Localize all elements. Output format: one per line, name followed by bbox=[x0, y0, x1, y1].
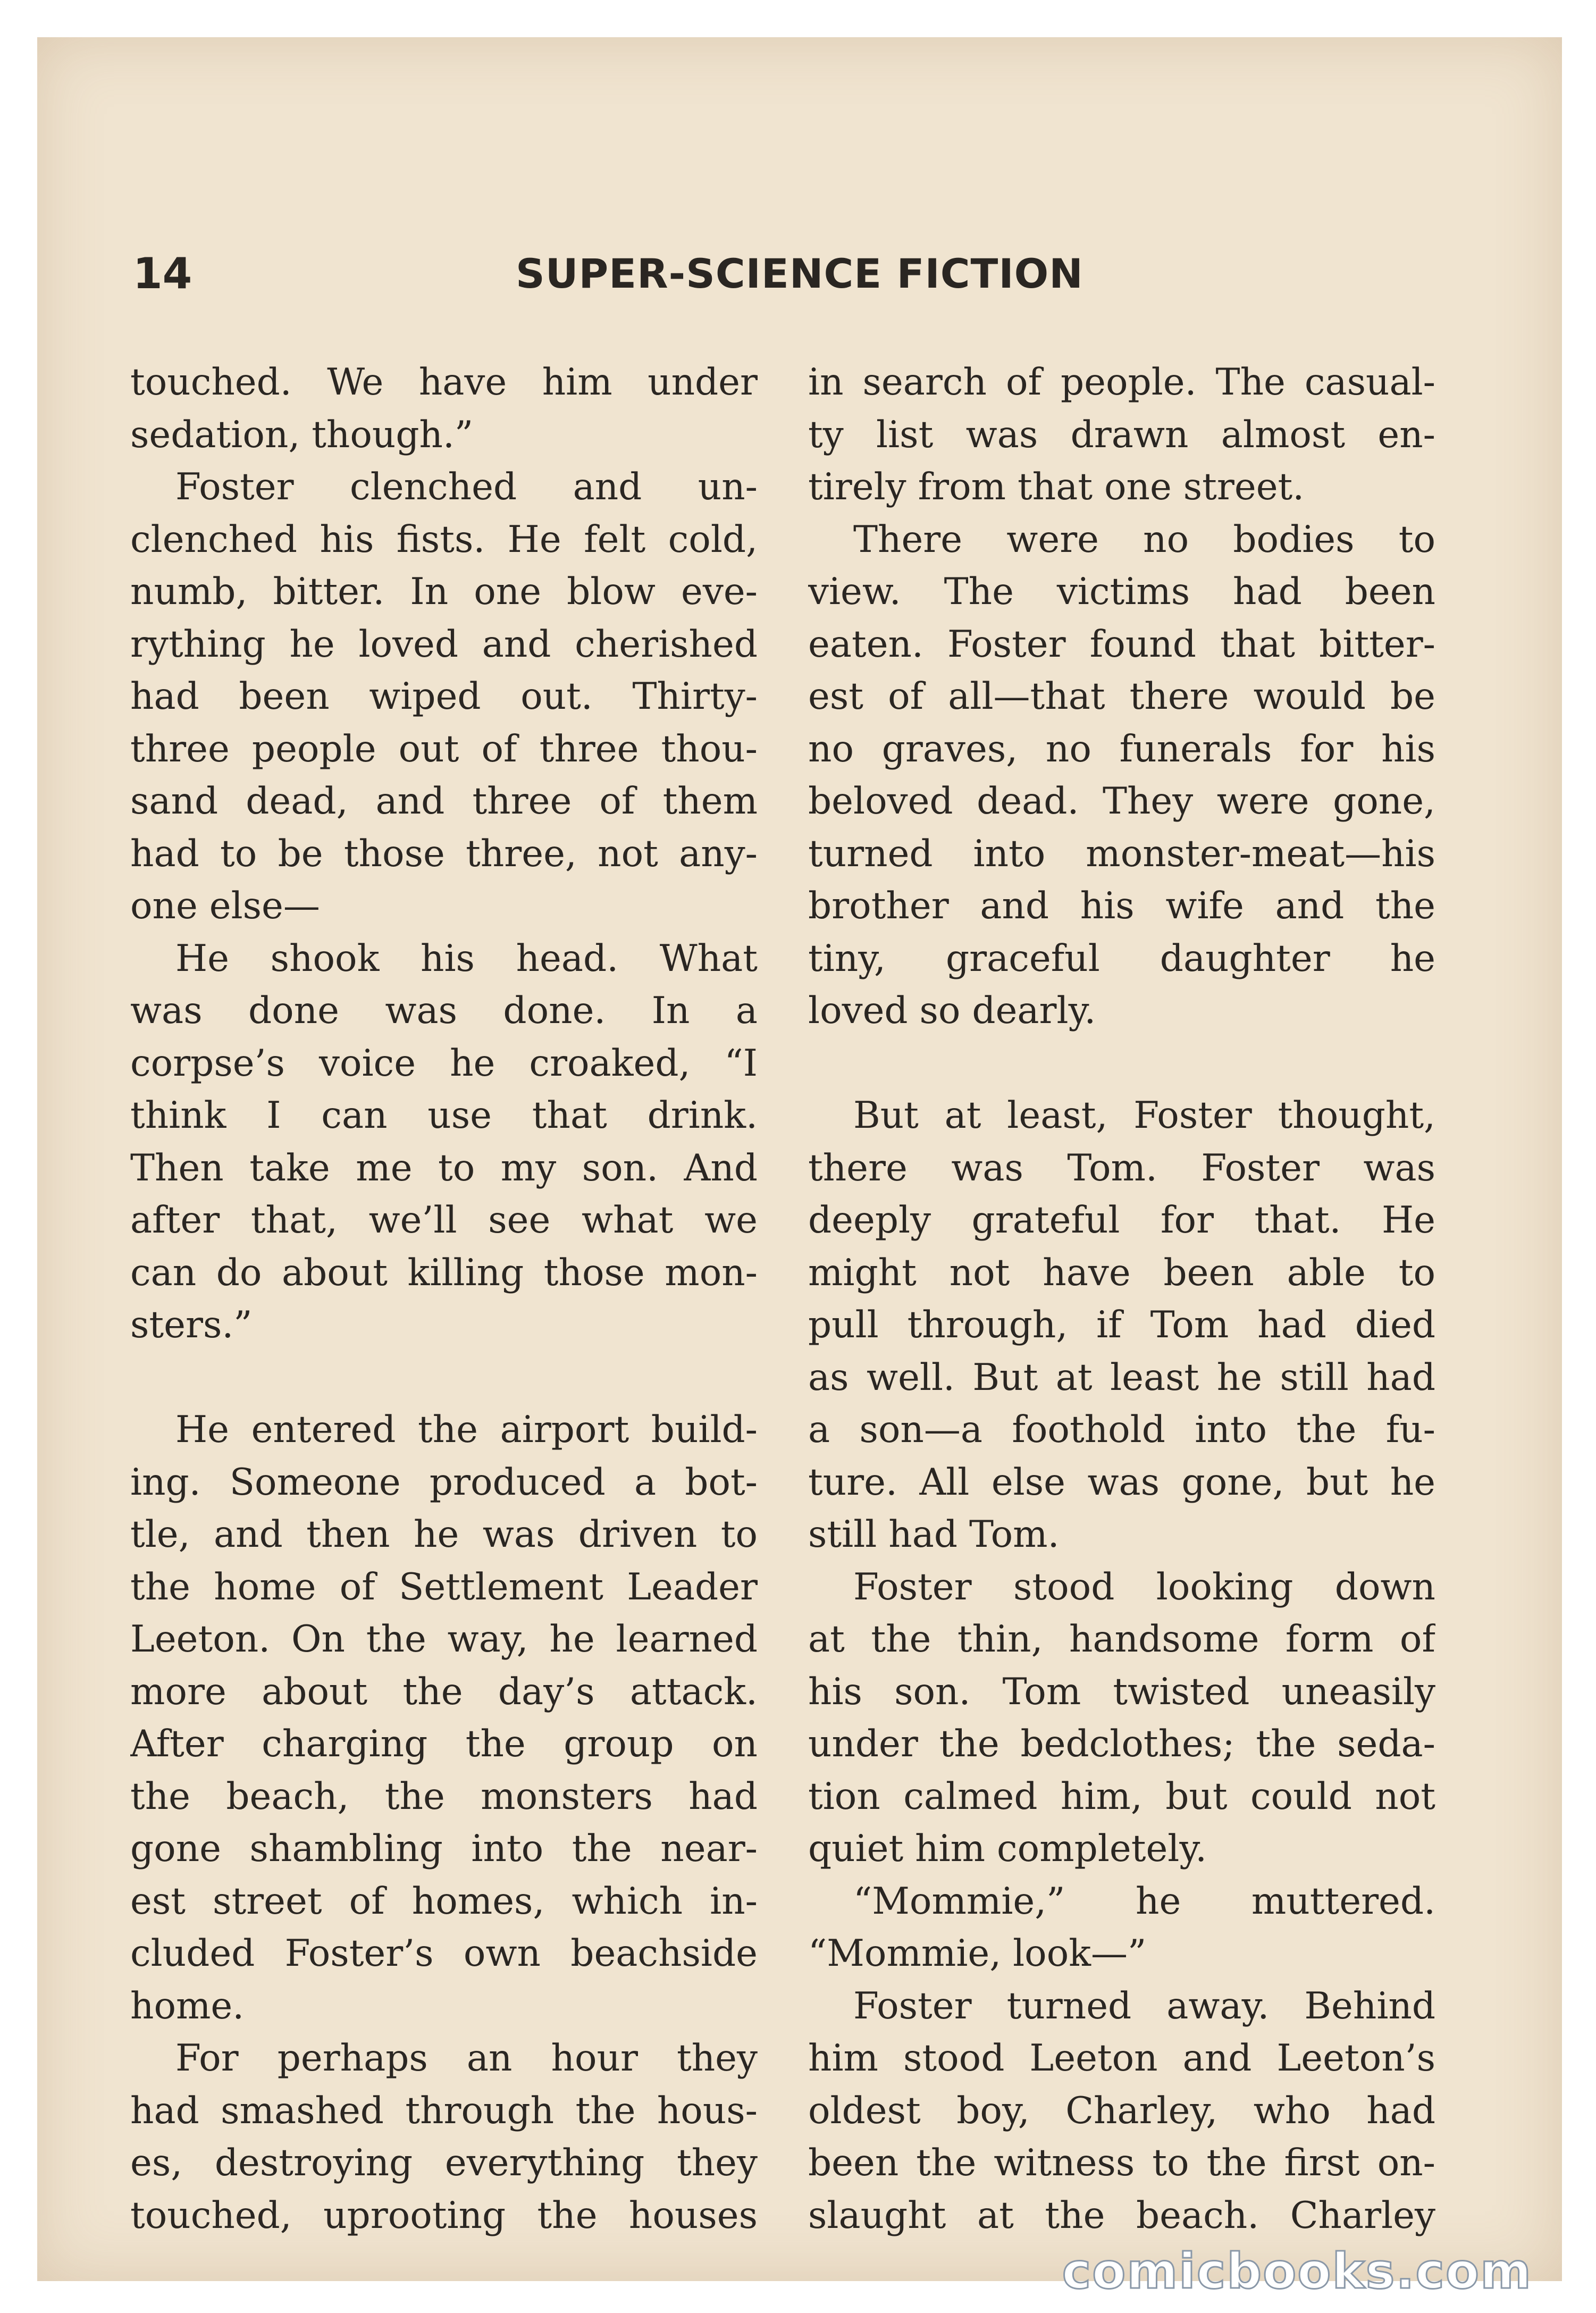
right-column-paragraph-gap bbox=[808, 1037, 1435, 1090]
left-column-text-line: had been wiped out. Thirty- bbox=[130, 675, 758, 718]
left-column-text-line: Foster clenched and un- bbox=[175, 466, 758, 508]
right-column-text-line: there was Tom. Foster was bbox=[808, 1146, 1435, 1189]
page-number: 14 bbox=[133, 249, 192, 298]
right-column-text-line: his son. Tom twisted uneasily bbox=[808, 1670, 1435, 1713]
right-column-text-line: been the witness to the first on- bbox=[808, 2142, 1435, 2184]
left-column-text-line: the beach, the monsters had bbox=[130, 1775, 758, 1818]
right-column-text-line: eaten. Foster found that bitter- bbox=[808, 623, 1435, 666]
right-column-text-line: ty list was drawn almost en- bbox=[808, 413, 1435, 456]
right-column-text-line: ture. All else was gone, but he bbox=[808, 1461, 1435, 1504]
left-column-text-line: numb, bitter. In one blow eve- bbox=[130, 571, 758, 613]
right-column-text-line: “Mommie, look—” bbox=[808, 1932, 1147, 1975]
left-column-text-line: had to be those three, not any- bbox=[130, 832, 758, 875]
left-column-text-line: es, destroying everything they bbox=[130, 2142, 758, 2184]
right-column-text-line: tion calmed him, but could not bbox=[808, 1775, 1435, 1818]
left-text-column bbox=[130, 356, 758, 2242]
magazine-page bbox=[37, 37, 1562, 2281]
right-column-text-line: at the thin, handsome form of bbox=[808, 1618, 1435, 1661]
right-column-text-line: turned into monster-meat—his bbox=[808, 832, 1435, 875]
left-column-text-line: cluded Foster’s own beachside bbox=[130, 1932, 758, 1975]
left-column-text-line: sedation, though.” bbox=[130, 413, 474, 456]
left-column-text-line: tle, and then he was driven to bbox=[130, 1513, 758, 1556]
left-column-text-line: He entered the airport build- bbox=[175, 1409, 758, 1451]
left-column-text-line: was done was done. In a bbox=[130, 990, 758, 1032]
left-column-text-line: corpse’s voice he croaked, “I bbox=[130, 1042, 758, 1085]
left-column-text-line: sand dead, and three of them bbox=[130, 780, 758, 823]
right-column-text-line: tiny, graceful daughter he bbox=[808, 937, 1435, 980]
right-column-text-line: oldest boy, Charley, who had bbox=[808, 2089, 1435, 2132]
left-column-text-line: the home of Settlement Leader bbox=[130, 1565, 758, 1608]
right-column-text-line: might not have been able to bbox=[808, 1251, 1435, 1294]
right-column-text-line: slaught at the beach. Charley bbox=[808, 2194, 1435, 2237]
left-column-text-line: home. bbox=[130, 1984, 245, 2027]
left-column-text-line: For perhaps an hour they bbox=[175, 2037, 758, 2080]
right-column-text-line: no graves, no funerals for his bbox=[808, 727, 1435, 770]
right-column-text-line: tirely from that one street. bbox=[808, 466, 1305, 508]
right-column-text-line: loved so dearly. bbox=[808, 990, 1096, 1032]
left-column-text-line: can do about killing those mon- bbox=[130, 1251, 758, 1294]
left-column-text-line: one else— bbox=[130, 885, 320, 927]
right-column-text-line: beloved dead. They were gone, bbox=[808, 780, 1435, 823]
right-column-text-line: “Mommie,” he muttered. bbox=[853, 1880, 1435, 1923]
left-column-text-line: three people out of three thou- bbox=[130, 727, 758, 770]
right-text-column bbox=[808, 356, 1435, 2242]
right-column-text-line: quiet him completely. bbox=[808, 1828, 1207, 1870]
left-column-text-line: Then take me to my son. And bbox=[130, 1146, 758, 1189]
right-column-text-line: brother and his wife and the bbox=[808, 885, 1435, 927]
left-column-text-line: He shook his head. What bbox=[175, 937, 758, 980]
right-column-text-line: But at least, Foster thought, bbox=[853, 1094, 1435, 1137]
left-column-text-line: after that, we’ll see what we bbox=[130, 1199, 758, 1242]
page-header bbox=[133, 245, 1505, 303]
left-column-text-line: more about the day’s attack. bbox=[130, 1670, 758, 1713]
left-column-text-line: After charging the group on bbox=[130, 1723, 758, 1765]
right-column-text-line: view. The victims had been bbox=[808, 571, 1435, 613]
left-column-text-line: clenched his fists. He felt cold, bbox=[130, 518, 758, 561]
left-column-paragraph-gap bbox=[130, 1352, 758, 1404]
right-column-text-line: still had Tom. bbox=[808, 1513, 1060, 1556]
right-column-text-line: a son—a foothold into the fu- bbox=[808, 1409, 1435, 1451]
right-column-text-line: deeply grateful for that. He bbox=[808, 1199, 1435, 1242]
left-column-text-line: had smashed through the hous- bbox=[130, 2089, 758, 2132]
right-column-text-line: pull through, if Tom had died bbox=[808, 1304, 1435, 1346]
left-column-text-line: est street of homes, which in- bbox=[130, 1880, 758, 1923]
right-column-text-line: est of all—that there would be bbox=[808, 675, 1435, 718]
watermark: comicbooks.com bbox=[1062, 2243, 1532, 2300]
left-column-text-line: gone shambling into the near- bbox=[130, 1828, 758, 1870]
right-column-text-line: him stood Leeton and Leeton’s bbox=[808, 2037, 1435, 2080]
right-column-text-line: as well. But at least he still had bbox=[808, 1356, 1435, 1399]
left-column-text-line: touched, uprooting the houses bbox=[130, 2194, 758, 2237]
right-column-text-line: Foster stood looking down bbox=[853, 1565, 1435, 1608]
left-column-text-line: rything he loved and cherished bbox=[130, 623, 758, 666]
left-column-text-line: think I can use that drink. bbox=[130, 1094, 758, 1137]
left-column-text-line: sters.” bbox=[130, 1304, 253, 1346]
running-title: SUPER-SCIENCE FICTION bbox=[516, 250, 1083, 297]
right-column-text-line: Foster turned away. Behind bbox=[853, 1984, 1435, 2027]
left-column-text-line: touched. We have him under bbox=[130, 361, 758, 404]
right-column-text-line: in search of people. The casual- bbox=[808, 361, 1435, 404]
right-column-text-line: There were no bodies to bbox=[853, 518, 1435, 561]
left-column-text-line: Leeton. On the way, he learned bbox=[130, 1618, 758, 1661]
left-column-text-line: ing. Someone produced a bot- bbox=[130, 1461, 758, 1504]
right-column-text-line: under the bedclothes; the seda- bbox=[808, 1723, 1435, 1765]
